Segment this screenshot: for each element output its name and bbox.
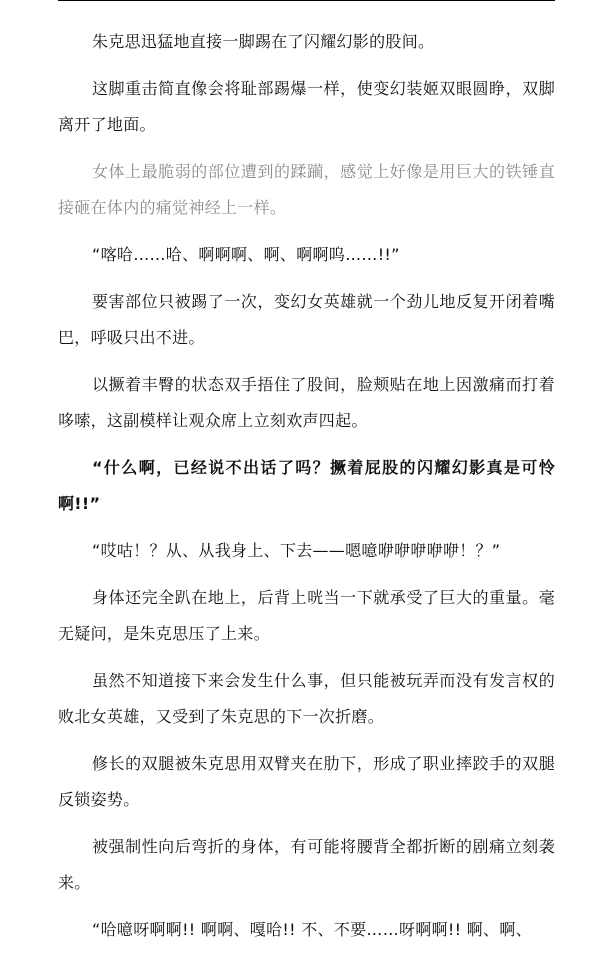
paragraph: 修长的双腿被朱克思用双臂夹在肋下，形成了职业摔跤手的双腿反锁姿势。 bbox=[58, 754, 555, 809]
header-rule bbox=[58, 0, 555, 1]
paragraph: 以撅着丰臀的状态双手捂住了股间，脸颊贴在地上因激痛而打着哆嗦，这副模样让观众席上立刻欢声四起。 bbox=[58, 375, 555, 430]
paragraph: 朱克思迅猛地直接一脚踢在了闪耀幻影的股间。 bbox=[92, 32, 435, 51]
dialogue-line: “哎咕！？从、从我身上、下去——嗯噫咿咿咿咿咿！？” bbox=[92, 541, 501, 560]
dialogue-line: “哈噫呀啊啊!! 啊啊、嘎哈!! 不、不要……呀啊啊!! 啊、啊、 bbox=[92, 920, 532, 939]
paragraph: 要害部位只被踢了一次，变幻女英雄就一个劲儿地反复开闭着嘴巴，呼吸只出不进。 bbox=[58, 292, 555, 347]
body-text bbox=[58, 24, 555, 959]
paragraph: 虽然不知道接下来会发生什么事，但只能被玩弄而没有发言权的败北女英雄，又受到了朱克思的下一次折磨。 bbox=[58, 671, 555, 726]
paragraph: 身体还完全趴在地上，后背上咣当一下就承受了巨大的重量。毫无疑问，是朱克思压了上来。 bbox=[58, 588, 555, 643]
paragraph: 这脚重击简直像会将耻部踢爆一样，使变幻装姬双眼圆睁，双脚离开了地面。 bbox=[58, 79, 555, 134]
paragraph: 被强制性向后弯折的身体，有可能将腰背全都折断的剧痛立刻袭来。 bbox=[58, 837, 555, 892]
dialogue-line: “喀哈……哈、啊啊啊、啊、啊啊呜……!!” bbox=[92, 245, 400, 264]
dialogue-line: “什么啊，已经说不出话了吗？撅着屁股的闪耀幻影真是可怜啊!!” bbox=[58, 458, 555, 513]
paragraph: 女体上最脆弱的部位遭到的蹂躏，感觉上好像是用巨大的铁锤直接砸在体内的痛觉神经上一样。 bbox=[58, 162, 555, 217]
